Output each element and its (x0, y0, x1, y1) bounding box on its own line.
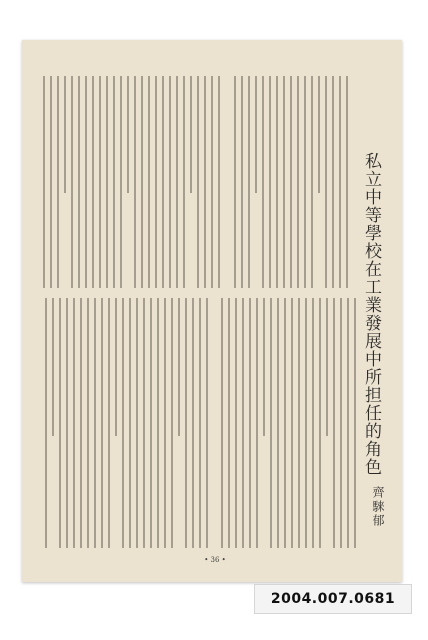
text-column (171, 298, 173, 548)
text-column (120, 76, 122, 288)
text-column (211, 76, 213, 288)
text-column (127, 76, 129, 193)
text-column (43, 76, 45, 288)
text-column (218, 76, 220, 288)
text-column (234, 76, 236, 288)
document-page (22, 40, 402, 582)
text-column (92, 76, 94, 288)
text-column (45, 298, 47, 548)
text-column (164, 298, 166, 548)
text-column (162, 76, 164, 288)
text-column (354, 298, 356, 548)
text-column (311, 76, 313, 288)
text-column (284, 298, 286, 548)
text-column (59, 298, 61, 548)
text-column (241, 76, 243, 288)
text-column (155, 76, 157, 288)
text-column (340, 298, 342, 548)
text-column (85, 76, 87, 288)
text-column (283, 76, 285, 288)
text-column (297, 76, 299, 288)
text-column (206, 298, 208, 548)
body-text-lower-left (40, 298, 210, 548)
text-column (276, 76, 278, 288)
text-column (319, 298, 321, 548)
text-column (256, 298, 258, 548)
text-column (113, 76, 115, 288)
text-column (136, 298, 138, 548)
text-column (312, 298, 314, 548)
text-column (64, 76, 66, 193)
text-column (52, 298, 54, 436)
text-column (298, 298, 300, 548)
text-column (134, 76, 136, 288)
text-column (183, 76, 185, 288)
text-column (346, 76, 348, 288)
text-column (305, 298, 307, 548)
text-column (242, 298, 244, 548)
text-column (185, 298, 187, 548)
text-column (71, 76, 73, 288)
text-column (169, 76, 171, 288)
text-column (157, 298, 159, 548)
text-column (221, 298, 223, 548)
text-column (304, 76, 306, 288)
body-text-upper-right (230, 76, 350, 288)
body-text-upper-left (40, 76, 222, 288)
text-column (80, 298, 82, 548)
text-column (269, 76, 271, 288)
text-column (325, 76, 327, 288)
text-column (255, 76, 257, 193)
text-column (78, 76, 80, 288)
text-column (176, 76, 178, 288)
text-column (50, 76, 52, 288)
text-column (197, 76, 199, 288)
text-column (129, 298, 131, 548)
text-column (150, 298, 152, 548)
text-column (199, 298, 201, 548)
article-author: 齊騋郁 (371, 486, 385, 528)
text-column (106, 76, 108, 288)
text-column (87, 298, 89, 548)
text-column (332, 76, 334, 288)
text-column (108, 298, 110, 548)
text-column (192, 298, 194, 548)
text-column (204, 76, 206, 288)
catalog-number-label: 2004.007.0681 (254, 584, 412, 614)
text-column (94, 298, 96, 548)
text-column (333, 298, 335, 548)
text-column (101, 298, 103, 548)
text-column (291, 298, 293, 548)
text-column (326, 298, 328, 436)
text-column (262, 76, 264, 288)
text-column (228, 298, 230, 548)
text-column (73, 298, 75, 548)
text-column (148, 76, 150, 288)
text-column (235, 298, 237, 548)
text-column (141, 76, 143, 288)
page-number: • 36 • (204, 556, 226, 564)
text-column (57, 76, 59, 288)
text-column (270, 298, 272, 548)
text-column (115, 298, 117, 436)
text-column (290, 76, 292, 288)
text-column (249, 298, 251, 548)
text-column (248, 76, 250, 288)
text-column (122, 298, 124, 548)
text-column (277, 298, 279, 548)
text-column (318, 76, 320, 193)
text-column (66, 298, 68, 548)
body-text-lower-right (218, 298, 358, 548)
text-column (339, 76, 341, 288)
text-column (263, 298, 265, 436)
article-title: 私立中等學校在工業發展中所担任的角色 (361, 152, 381, 476)
text-column (190, 76, 192, 193)
text-column (143, 298, 145, 548)
text-column (347, 298, 349, 548)
text-column (178, 298, 180, 436)
text-column (99, 76, 101, 288)
